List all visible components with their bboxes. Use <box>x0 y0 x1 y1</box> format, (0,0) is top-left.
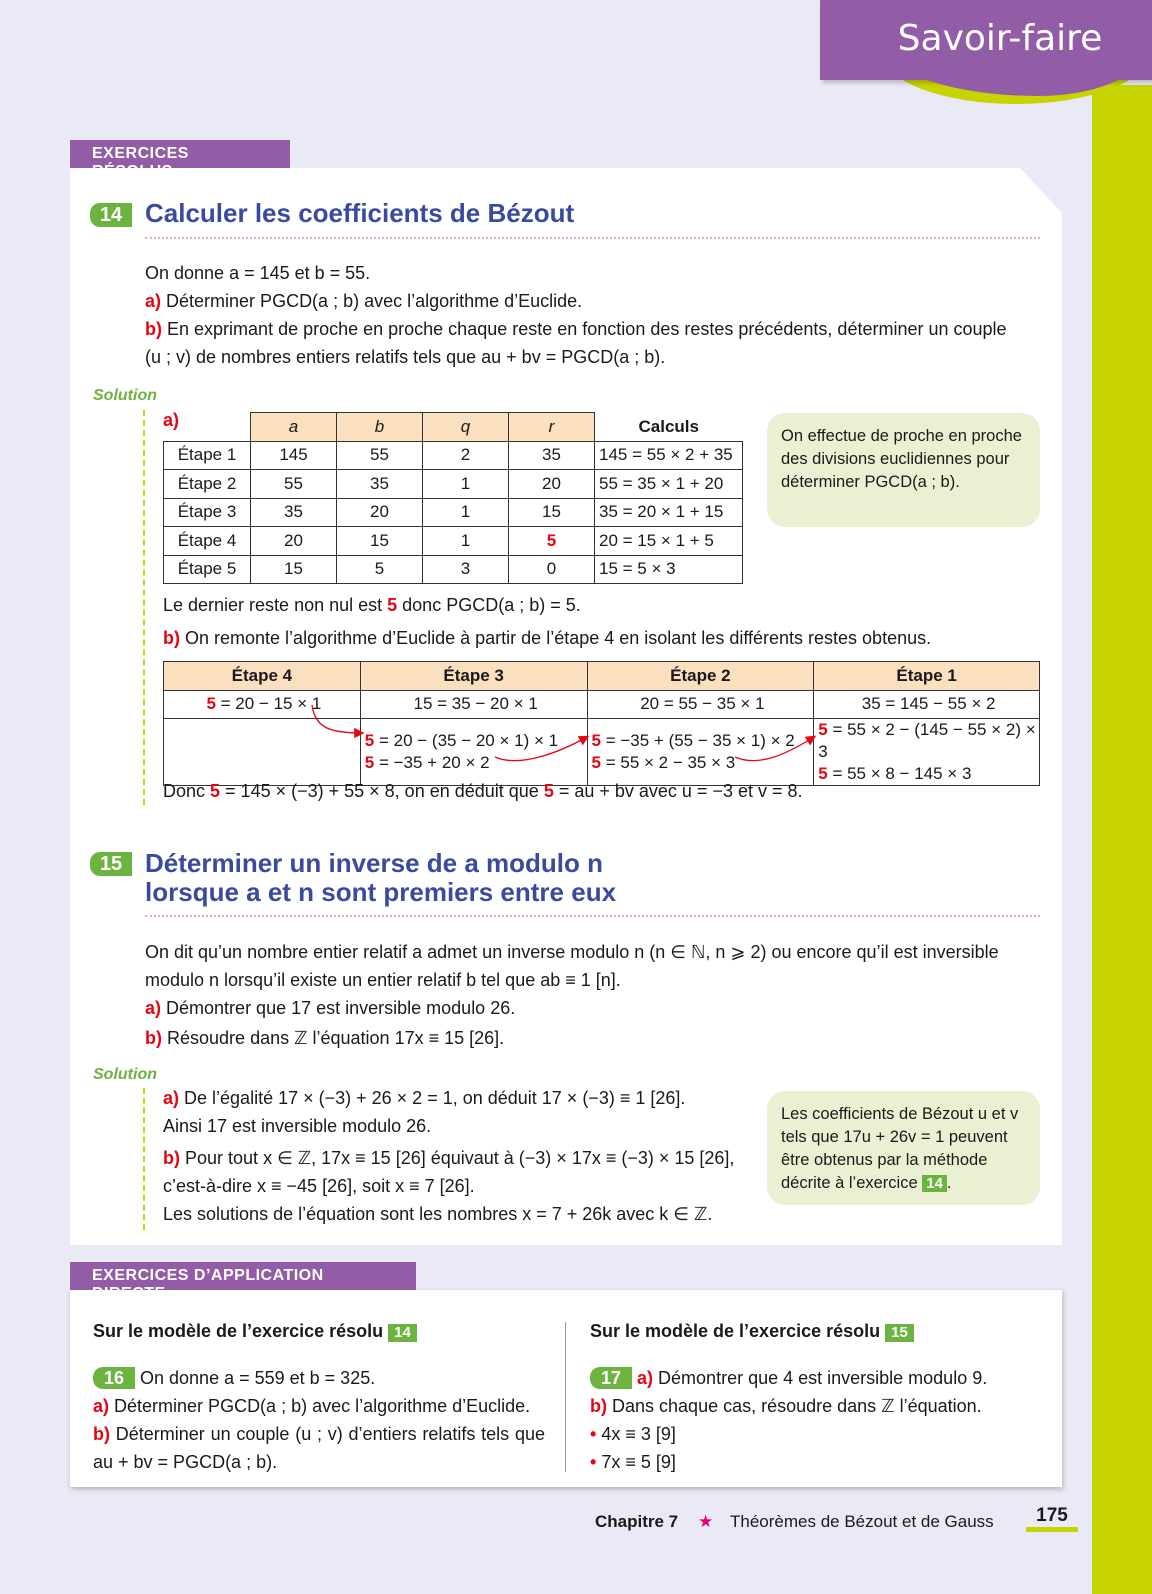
footer-subject: Théorèmes de Bézout et de Gauss <box>730 1512 994 1531</box>
label-a: a) <box>637 1368 654 1388</box>
text: Pour tout x ∈ ℤ, 17x ≡ 15 [26] équivaut à (−3) × 17x ≡ (−3) × 15 [26], <box>185 1148 735 1168</box>
table-cell: 55 <box>251 470 337 499</box>
table-cell: 35 <box>509 441 595 470</box>
intro: On dit qu’un nombre entier relatif a admet un inverse modulo n (n ∈ ℕ, n ⩾ 2) ou encore qu’il est inversible <box>145 942 999 962</box>
table-cell: 55 <box>337 441 423 470</box>
col-r: r <box>509 413 595 442</box>
page-number: 175 <box>1026 1505 1078 1532</box>
exercise-number: 15 <box>90 852 132 876</box>
header-title: Savoir-faire <box>897 18 1103 59</box>
table-cell: 145 <box>251 441 337 470</box>
text: = −35 + (55 − 35 × 1) × 2 <box>600 731 795 750</box>
ex15-statement <box>145 938 1045 1052</box>
table-cell: 15 <box>337 527 423 556</box>
star-icon: ★ <box>698 1512 714 1531</box>
header: Étape 4 <box>164 662 361 691</box>
highlight: 5 <box>818 720 828 739</box>
text: 20 = 55 − 35 × 1 <box>640 694 765 714</box>
intro: On donne a = 145 et b = 55. <box>145 263 371 283</box>
highlight: 5 <box>364 753 375 772</box>
highlight: 5 <box>387 595 398 615</box>
section-direct-label: EXERCICES D’APPLICATION DIRECTE <box>70 1262 416 1290</box>
exercise-ref-badge: 14 <box>922 1175 947 1192</box>
conclusion <box>163 777 803 805</box>
label-b: b) <box>145 319 162 339</box>
table-cell: 20 <box>337 498 423 527</box>
text: Déterminer PGCD(a ; b) avec l’algorithme d’Euclide. <box>114 1396 531 1416</box>
text: Dans chaque cas, résoudre dans ℤ l’équation. <box>612 1396 982 1416</box>
text: 15 = 35 − 20 × 1 <box>413 694 538 714</box>
table-cell: 2 <box>423 441 509 470</box>
text: On remonte l’algorithme d’Euclide à partir de l’étape 4 en isolant les différents restes obtenus. <box>185 628 932 648</box>
label-a: a) <box>93 1396 110 1416</box>
table-cell: Étape 1 <box>164 441 251 470</box>
text: On donne a = 559 et b = 325. <box>140 1368 376 1388</box>
ex15-solution <box>163 1084 763 1228</box>
highlight: 5 <box>543 781 554 801</box>
table-cell: 1 <box>423 527 509 556</box>
highlight: 5 <box>591 731 601 750</box>
table-cell: 1 <box>423 470 509 499</box>
table-cell: 35 = 20 × 1 + 15 <box>595 498 743 527</box>
text: = 55 × 2 − 35 × 3 <box>600 753 736 772</box>
col-q: q <box>423 413 509 442</box>
arrow <box>735 737 814 761</box>
exercise-ref-badge: 15 <box>885 1324 914 1342</box>
col-calculs: Calculs <box>638 416 699 436</box>
text: = 55 × 2 − (145 − 55 × 2) × 3 <box>818 720 1036 761</box>
note-box <box>767 1091 1040 1205</box>
table-cell: 145 = 55 × 2 + 35 <box>595 441 743 470</box>
sol-label-a: a) <box>163 410 180 430</box>
label-a: a) <box>163 1088 180 1108</box>
exercise-number: 14 <box>90 203 132 227</box>
text: c’est-à-dire x ≡ −45 [26], soit x ≡ 7 [26]. <box>163 1176 475 1196</box>
col-a: a <box>251 413 337 442</box>
text: Donc <box>163 781 211 801</box>
list-item: 7x ≡ 5 [9] <box>601 1452 676 1472</box>
text: Ainsi 17 est inversible modulo 26. <box>163 1116 432 1136</box>
solution-wave <box>143 1088 153 1230</box>
left-heading <box>93 1321 417 1342</box>
table-cell: 5 <box>337 555 423 584</box>
column-divider <box>565 1322 566 1472</box>
question-b: Résoudre dans ℤ l’équation 17x ≡ 15 [26]. <box>167 1028 505 1048</box>
question-a: Démontrer que 17 est inversible modulo 26. <box>166 998 516 1018</box>
question-b: En exprimant de proche en proche chaque reste en fonction des restes précédents, déterminer un couple <box>167 319 1007 339</box>
table-cell: 20 <box>509 470 595 499</box>
table-cell: 3 <box>423 555 509 584</box>
text: Les coefficients de Bézout u et v tels que 17u + 26v = 1 peuvent être obtenus par la méthode décrite à l’exercice <box>781 1105 1019 1192</box>
text: Les solutions de l’équation sont les nombres x = 7 + 26k avec k ∈ ℤ. <box>163 1204 713 1224</box>
text: Sur le modèle de l’exercice résolu <box>590 1321 886 1341</box>
text: = 55 × 8 − 145 × 3 <box>827 764 972 783</box>
text: Déterminer un couple (u ; v) d’entiers relatifs tels que au + bv = PGCD(a ; b). <box>93 1424 545 1472</box>
label-b: b) <box>590 1396 607 1416</box>
section-solved-label: EXERCICES <box>70 140 290 168</box>
table-cell: 20 <box>251 527 337 556</box>
text: = 20 − 15 × 1 <box>215 694 322 714</box>
list-item: 4x ≡ 3 [9] <box>601 1424 676 1444</box>
arrow <box>495 737 587 761</box>
text: 35 = 145 − 55 × 2 <box>861 694 996 714</box>
table-cell: 5 <box>509 527 595 556</box>
exercise-title <box>145 849 616 907</box>
label-b: b) <box>163 628 180 648</box>
title-line: Déterminer un inverse de a modulo n <box>145 848 603 878</box>
header: Étape 1 <box>814 662 1040 691</box>
table-cell: 15 <box>251 555 337 584</box>
table-cell: 0 <box>509 555 595 584</box>
exercise-number: 16 <box>93 1367 135 1389</box>
exercise-title: Calculer les coefficients de Bézout <box>145 198 575 228</box>
label-b: b) <box>145 1028 162 1048</box>
right-heading <box>590 1321 914 1342</box>
exercise-ref-badge: 14 <box>388 1324 417 1342</box>
table-cell: 1 <box>423 498 509 527</box>
solution-label: Solution <box>93 1066 157 1083</box>
highlight: 5 <box>364 731 375 750</box>
text: donc PGCD(a ; b) = 5. <box>397 595 581 615</box>
highlight: 5 <box>818 764 828 783</box>
table-cell: Étape 5 <box>164 555 251 584</box>
exercise-16 <box>93 1364 545 1476</box>
solution-label: Solution <box>93 387 157 404</box>
text: De l’égalité 17 × (−3) + 26 × 2 = 1, on déduit 17 × (−3) ≡ 1 [26]. <box>184 1088 686 1108</box>
exercise-number: 17 <box>590 1367 632 1389</box>
divider <box>145 915 1040 917</box>
table-cell: 35 <box>337 470 423 499</box>
arrow <box>312 705 362 733</box>
table-cell: 15 <box>509 498 595 527</box>
table-cell: Étape 2 <box>164 470 251 499</box>
label-a: a) <box>145 998 162 1018</box>
question-a: Déterminer PGCD(a ; b) avec l’algorithme d’Euclide. <box>166 291 583 311</box>
question-b-cont: (u ; v) de nombres entiers relatifs tels que au + bv = PGCD(a ; b). <box>145 347 666 367</box>
header: Étape 3 <box>360 662 587 691</box>
title-line: lorsque a et n sont premiers entre eux <box>145 877 617 907</box>
text: = −35 + 20 × 2 <box>374 753 490 772</box>
text: = 20 − (35 − 20 × 1) × 1 <box>374 731 559 750</box>
text: Démontrer que 4 est inversible modulo 9. <box>658 1368 988 1388</box>
table-cell: 20 = 15 × 1 + 5 <box>595 527 743 556</box>
table-cell: Étape 4 <box>164 527 251 556</box>
text: Sur le modèle de l’exercice résolu <box>93 1321 389 1341</box>
table-cell: Étape 3 <box>164 498 251 527</box>
footer-chapter: Chapitre 7 <box>595 1512 679 1531</box>
table-cell: 15 = 5 × 3 <box>595 555 743 584</box>
col-b: b <box>337 413 423 442</box>
label-b: b) <box>93 1424 110 1444</box>
text: . <box>946 1174 952 1192</box>
label-b: b) <box>163 1148 180 1168</box>
label-a: a) <box>145 291 162 311</box>
text: = au + bv avec u = −3 et v = 8. <box>553 781 803 801</box>
highlight: 5 <box>206 694 216 714</box>
text: Le dernier reste non nul est <box>163 595 388 615</box>
highlight: 5 <box>210 781 221 801</box>
table-cell: 35 <box>251 498 337 527</box>
intro: modulo n lorsqu’il existe un entier relatif b tel que ab ≡ 1 [n]. <box>145 970 621 990</box>
header: Étape 2 <box>587 662 814 691</box>
exercise-17: 17 a) Démontrer que 4 est inversible modulo 9. b) Dans chaque cas, résoudre dans ℤ l’équation. • 4x ≡ 3 [9] • 7x ≡ 5 [9] <box>590 1368 988 1472</box>
note-box: On effectue de proche en proche des divisions euclidiennes pour déterminer PGCD(a ; b). <box>767 413 1040 527</box>
text: = 145 × (−3) + 55 × 8, on en déduit que <box>220 781 544 801</box>
highlight: 5 <box>591 753 601 772</box>
table-cell: 55 = 35 × 1 + 20 <box>595 470 743 499</box>
